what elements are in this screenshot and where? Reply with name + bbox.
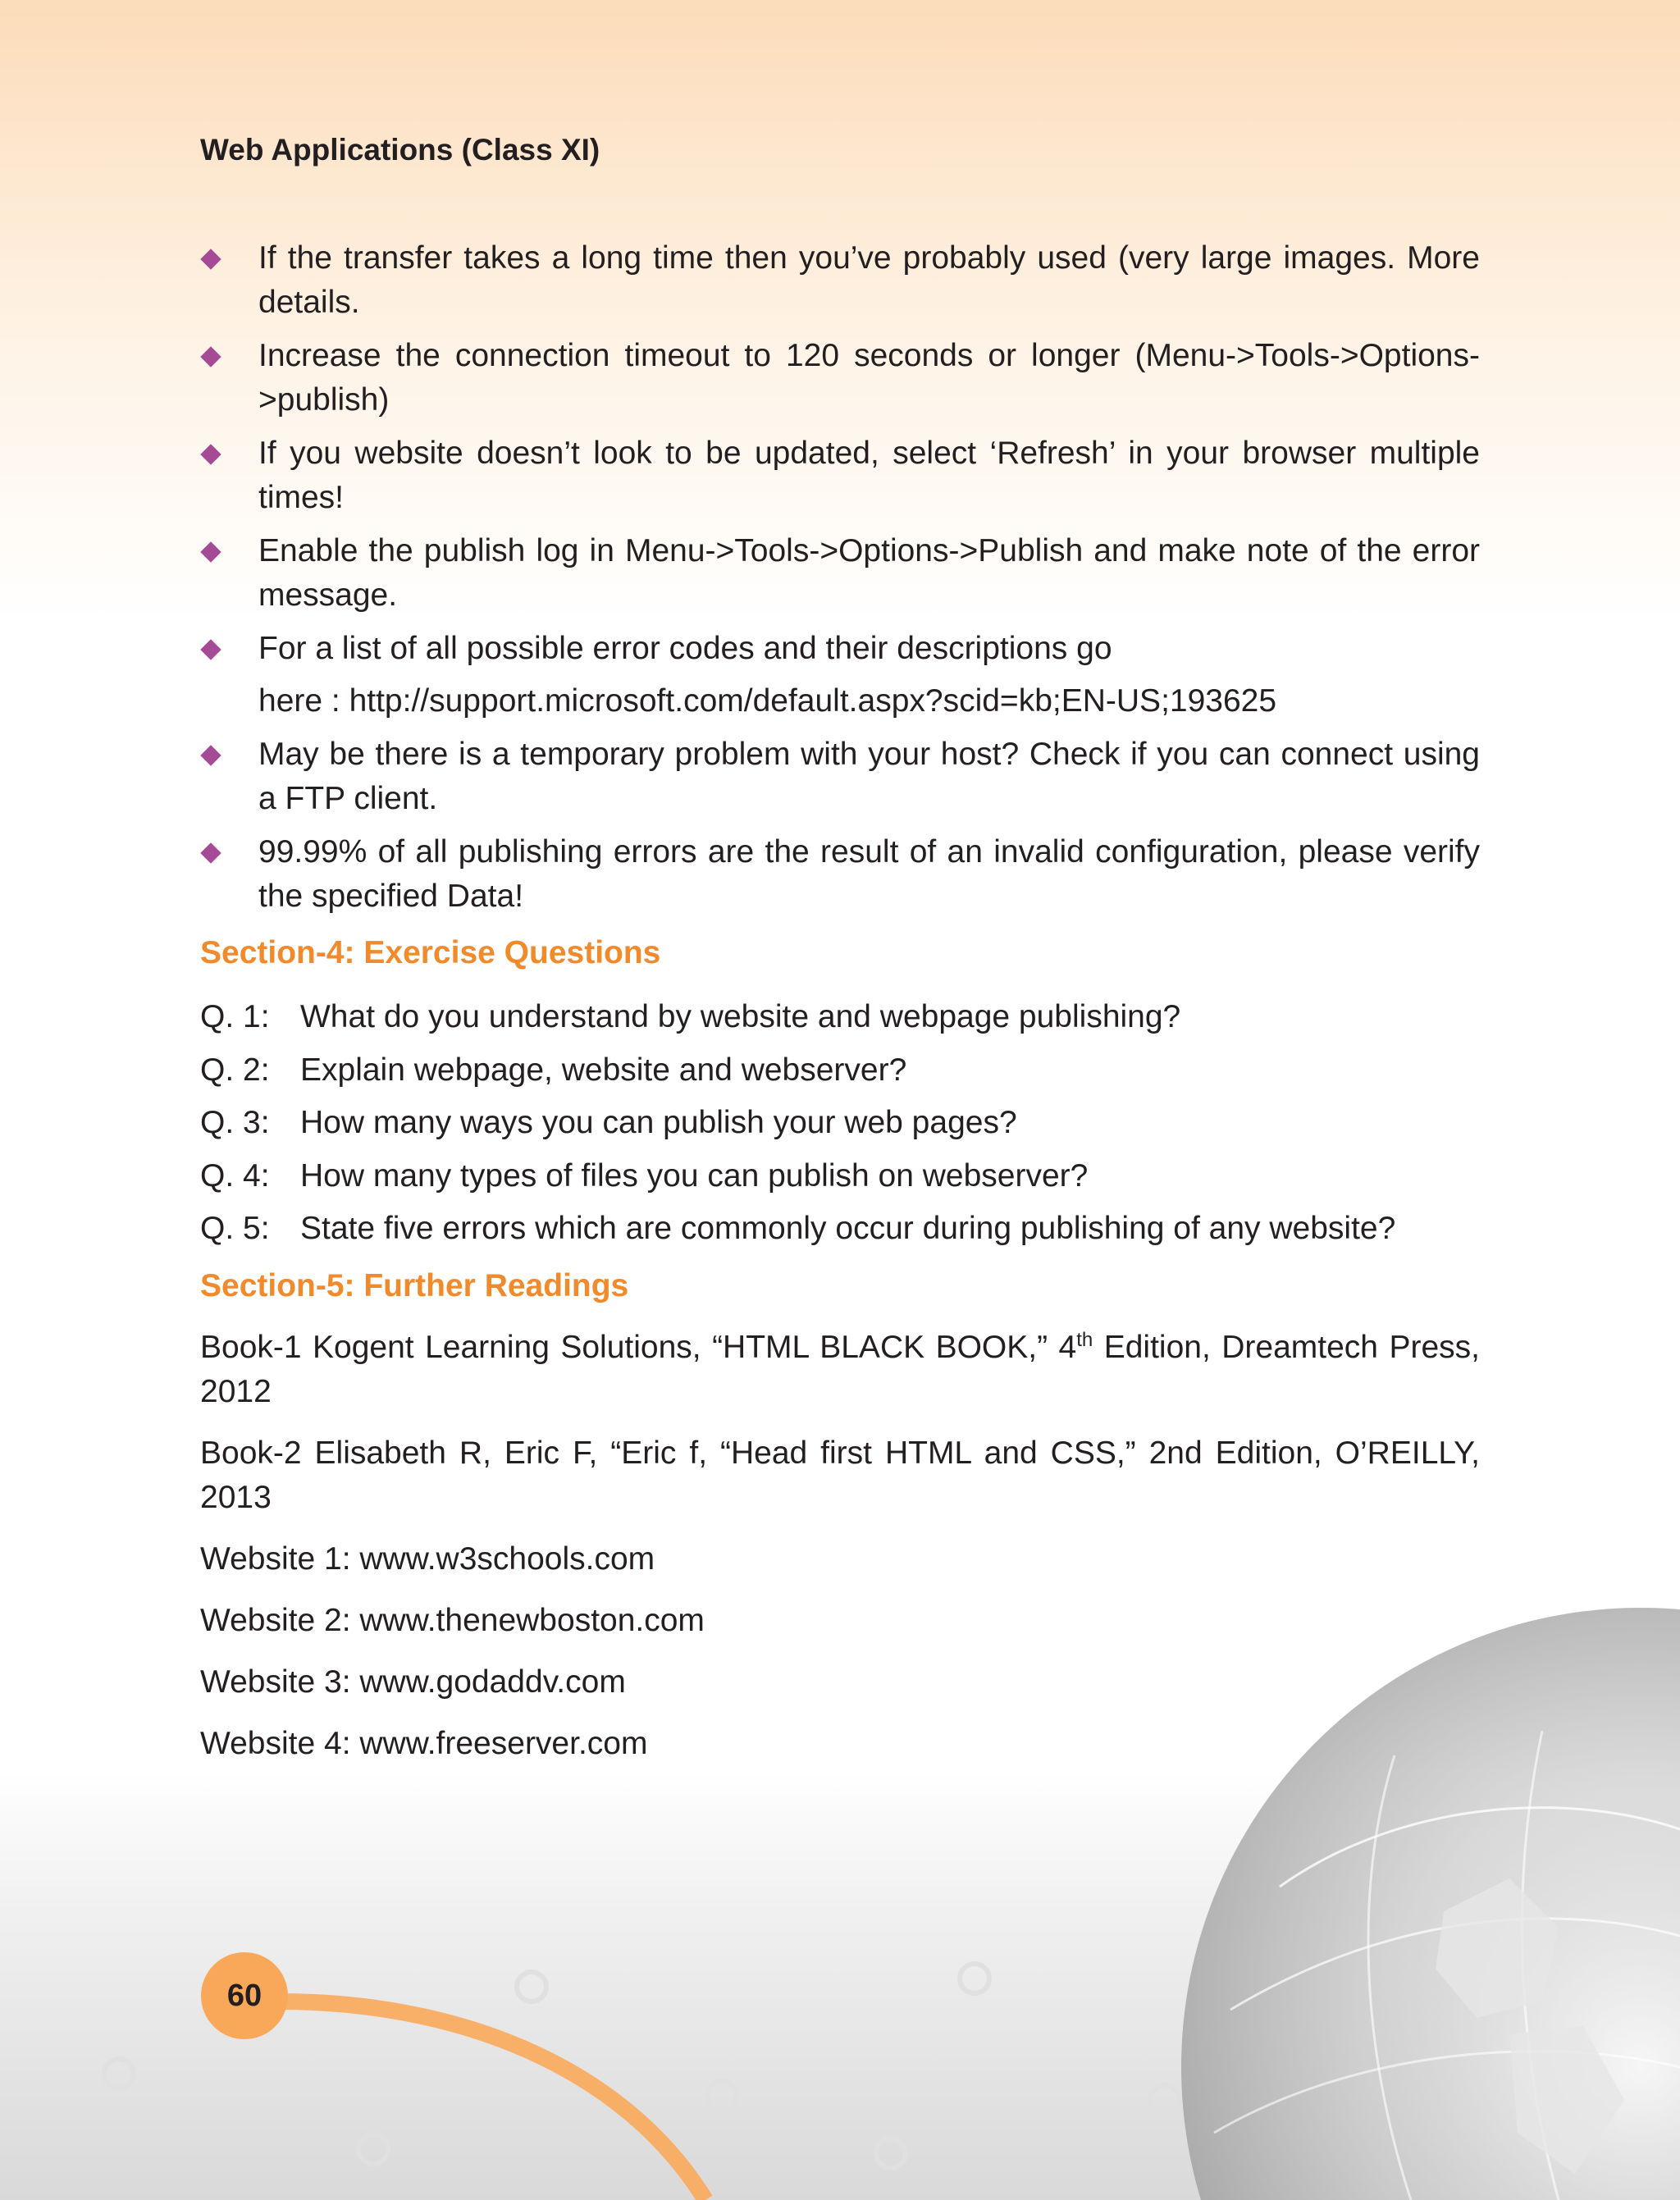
question-row xyxy=(200,1097,1513,1150)
list-item xyxy=(200,334,1480,422)
diamond-bullet-icon xyxy=(200,541,221,562)
book-1-text-end: Edition, Dreamtech Press, 2012 xyxy=(200,1330,1480,1409)
ordinal-suffix: th xyxy=(1076,1329,1093,1351)
list-item-text: If you website doesn’t look to be updated, select ‘Refresh’ in your browser multiple times! xyxy=(258,436,1480,515)
question-text: Explain webpage, website and webserver? xyxy=(300,1052,907,1088)
further-readings-list xyxy=(200,1326,1480,1783)
list-item-text: 99.99% of all publishing errors are the result of an invalid configuration, please verify the specified Data! xyxy=(258,834,1480,914)
website-reference: Website 3: www.godaddv.com xyxy=(200,1664,626,1700)
question-row xyxy=(200,1044,1513,1098)
list-item-text: If the transfer takes a long time then you’ve probably used (very large images. More details. xyxy=(258,240,1480,320)
question-row xyxy=(200,1203,1513,1256)
book-reference-1 xyxy=(200,1326,1480,1414)
list-item xyxy=(200,431,1480,520)
question-text: What do you understand by website and webpage publishing? xyxy=(300,999,1181,1034)
question-number: Q. 3: xyxy=(200,1105,270,1140)
question-row xyxy=(200,991,1513,1044)
list-item-text: Enable the publish log in Menu->Tools->Options->Publish and make note of the error message. xyxy=(258,533,1480,613)
website-reference: Website 2: www.thenewboston.com xyxy=(200,1603,705,1638)
website-reference: Website 1: www.w3schools.com xyxy=(200,1541,655,1577)
diamond-bullet-icon xyxy=(200,842,221,863)
list-item xyxy=(200,627,1480,723)
list-item-text: May be there is a temporary problem with your host? Check if you can connect using a FTP client. xyxy=(258,737,1480,816)
page-number: 60 xyxy=(226,1978,262,2013)
page-number-badge xyxy=(201,1952,288,2039)
question-number: Q. 4: xyxy=(200,1157,270,1194)
list-item-text: For a list of all possible error codes and their descriptions go xyxy=(258,631,1112,666)
section-heading-exercise-questions: Section-4: Exercise Questions xyxy=(200,935,661,970)
list-item xyxy=(200,529,1480,618)
bullet-list xyxy=(200,236,1480,928)
question-text: State five errors which are commonly occur during publishing of any website? xyxy=(300,1211,1396,1246)
diamond-bullet-icon xyxy=(200,444,221,464)
diamond-bullet-icon xyxy=(200,249,221,269)
diamond-bullet-icon xyxy=(200,346,221,367)
list-item xyxy=(200,236,1480,325)
question-list xyxy=(200,991,1513,1256)
question-number: Q. 2: xyxy=(200,1052,270,1088)
list-item xyxy=(200,830,1480,919)
question-row xyxy=(200,1150,1513,1203)
running-head: Web Applications (Class XI) xyxy=(200,133,600,167)
diamond-bullet-icon xyxy=(200,745,221,765)
list-item-text: Increase the connection timeout to 120 seconds or longer (Menu->Tools->Options->publish) xyxy=(258,338,1480,418)
support-link-text: here : http://support.microsoft.com/default.aspx?scid=kb;EN-US;193625 xyxy=(258,683,1277,719)
section-heading-further-readings: Section-5: Further Readings xyxy=(200,1268,629,1303)
question-text: How many ways you can publish your web pages? xyxy=(300,1105,1017,1140)
question-number: Q. 1: xyxy=(200,999,270,1034)
question-text: How many types of files you can publish on webserver? xyxy=(300,1157,1089,1194)
book-1-text-start: Book-1 Kogent Learning Solutions, “HTML BLACK BOOK,” 4 xyxy=(200,1330,1077,1365)
diamond-bullet-icon xyxy=(200,639,221,660)
list-item xyxy=(200,733,1480,821)
website-reference: Website 4: www.freeserver.com xyxy=(200,1726,648,1761)
question-number: Q. 5: xyxy=(200,1211,270,1246)
book-reference-2: Book-2 Elisabeth R, Eric F, “Eric f, “Head first HTML and CSS,” 2nd Edition, O’REILLY, 2013 xyxy=(200,1435,1480,1515)
